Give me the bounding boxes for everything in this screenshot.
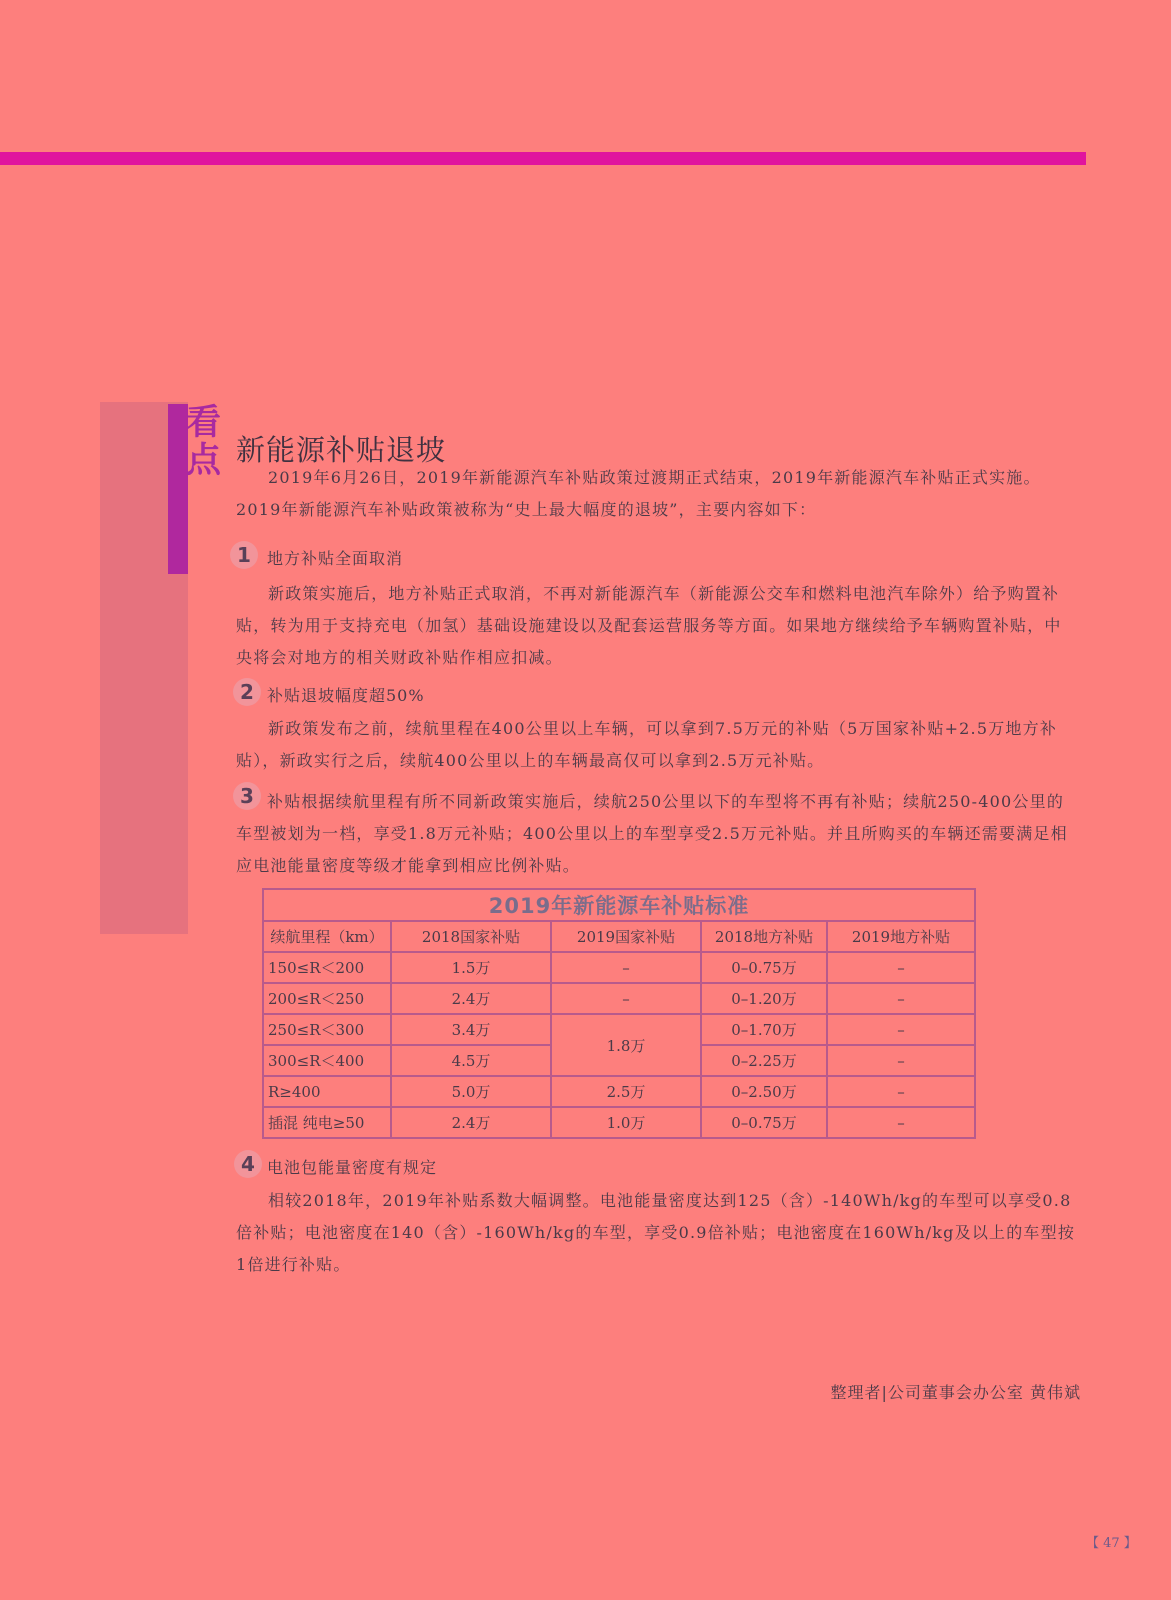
section-number-badge: 3 — [233, 782, 261, 810]
table-cell: 5.0万 — [391, 1076, 551, 1107]
section-body-text: 新政策实施后，续航250公里以下的车型将不再有补贴；续航250-400公里的车型被划为一档，享受1.8万元补贴；400公里以上的车型享受2.5万元补贴。并且所购买的车辆还需要满足相应电池能量密度等级才能拿到相应比例补贴。 — [236, 792, 1068, 875]
subsidy-table — [262, 888, 976, 1139]
section-heading: 地方补贴全面取消 — [267, 549, 404, 568]
table-cell: 0–1.20万 — [701, 983, 827, 1014]
header-rule — [0, 152, 1086, 165]
column-label: 看点 — [186, 403, 222, 481]
table-header-row — [263, 921, 975, 952]
table-cell: 300≤R＜400 — [263, 1045, 391, 1076]
table-row — [263, 952, 975, 983]
table-cell: R≥400 — [263, 1076, 391, 1107]
table-cell: – — [827, 1076, 975, 1107]
table-row — [263, 1014, 975, 1045]
section-heading: 补贴根据续航里程有所不同 — [267, 792, 474, 811]
column-header: 2019地方补贴 — [827, 921, 975, 952]
table-cell: – — [827, 1045, 975, 1076]
author-signature: 整理者|公司董事会办公室 黄伟斌 — [830, 1383, 1081, 1402]
section-body: 新政策实施后，地方补贴正式取消，不再对新能源汽车（新能源公交车和燃料电池汽车除外）给予购置补贴，转为用于支持充电（加氢）基础设施建设以及配套运营服务等方面。如果地方继续给予车辆购置补贴，中央将会对地方的相关财政补贴作相应扣减。 — [236, 584, 1062, 667]
table-cell: 2.4万 — [391, 983, 551, 1014]
side-accent-bar — [168, 404, 188, 574]
table-caption-row — [263, 889, 975, 921]
section-number-badge: 2 — [233, 678, 261, 706]
table-caption: 2019年新能源车补贴标准 — [263, 889, 975, 921]
section-body — [236, 786, 1076, 882]
table-cell: – — [827, 1107, 975, 1138]
table-cell: – — [827, 1014, 975, 1045]
table-cell: 0–2.25万 — [701, 1045, 827, 1076]
section-number-badge: 4 — [234, 1150, 262, 1178]
article-title: 新能源补贴退坡 — [236, 433, 447, 467]
table-cell: 250≤R＜300 — [263, 1014, 391, 1045]
column-header: 2019国家补贴 — [551, 921, 701, 952]
table-cell: 插混 纯电≥50 — [263, 1107, 391, 1138]
column-header: 2018国家补贴 — [391, 921, 551, 952]
table-cell: 2.5万 — [551, 1076, 701, 1107]
table-row — [263, 1107, 975, 1138]
table-cell: 1.0万 — [551, 1107, 701, 1138]
table-cell: – — [827, 952, 975, 983]
table-cell: 200≤R＜250 — [263, 983, 391, 1014]
table-row — [263, 1076, 975, 1107]
column-header: 2018地方补贴 — [701, 921, 827, 952]
section-number-badge: 1 — [230, 541, 258, 569]
table-cell: 1.8万 — [551, 1014, 701, 1076]
column-header: 续航里程（km） — [263, 921, 391, 952]
page-number: 【 47 】 — [1086, 1536, 1137, 1551]
table-cell: 0–0.75万 — [701, 1107, 827, 1138]
section-heading: 电池包能量密度有规定 — [267, 1158, 438, 1177]
section-body: 新政策发布之前，续航里程在400公里以上车辆，可以拿到7.5万元的补贴（5万国家补贴+2.5万地方补贴），新政实行之后，续航400公里以上的车辆最高仅可以拿到2.5万元补贴。 — [236, 719, 1058, 770]
table-cell: 0–2.50万 — [701, 1076, 827, 1107]
section-heading: 补贴退坡幅度超50% — [267, 686, 425, 705]
table-cell: 2.4万 — [391, 1107, 551, 1138]
table-cell: 4.5万 — [391, 1045, 551, 1076]
table-row — [263, 983, 975, 1014]
table-cell: 0–0.75万 — [701, 952, 827, 983]
table-cell: 0–1.70万 — [701, 1014, 827, 1045]
table-cell: – — [551, 983, 701, 1014]
section-body: 相较2018年，2019年补贴系数大幅调整。电池能量密度达到125（含）-140Wh/kg的车型可以享受0.8倍补贴；电池密度在140（含）-160Wh/kg的车型，享受0.9倍补贴；电池密度在160Wh/kg及以上的车型按1倍进行补贴。 — [236, 1191, 1076, 1274]
intro-paragraph: 2019年6月26日，2019年新能源汽车补贴政策过渡期正式结束，2019年新能源汽车补贴正式实施。2019年新能源汽车补贴政策被称为“史上最大幅度的退坡”，主要内容如下： — [236, 468, 1041, 519]
table-cell: 1.5万 — [391, 952, 551, 983]
table-cell: 3.4万 — [391, 1014, 551, 1045]
table-cell: – — [551, 952, 701, 983]
table-cell: 150≤R＜200 — [263, 952, 391, 983]
table-cell: – — [827, 983, 975, 1014]
